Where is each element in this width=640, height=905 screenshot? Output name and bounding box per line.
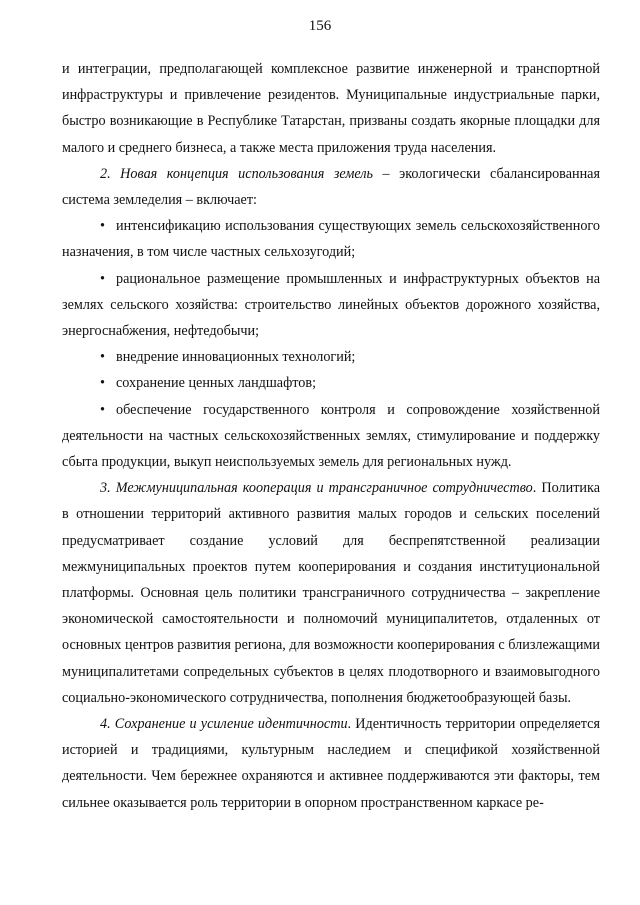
- bullet-text: обеспечение государственного контроля и сопровождение хозяйственной деятельности на частных сельскохозяйственных землях, стимулирование и поддержку сбыта продукции, выкуп неиспользуемых земель для региональных нужд.: [62, 401, 600, 471]
- bullet-text: рациональное размещение промышленных и инфраструктурных объектов на землях сельского хозяйства: строительство линейных объектов дорожного хозяйства, энергоснабжения, нефтедобычи;: [62, 270, 600, 340]
- paragraph-text: . Политика в отношении территорий активного развития малых городов и сельских поселений предусматривает создание условий для беспрепятственной реализации межмуниципальных проектов путем кооперирования и создания институциональной платформы. Основная цель политики трансграничного сотрудничества – закрепление экономической самостоятельности и полномочий муниципалитетов, отдаленных от основных центров развития региона, для возможности кооперирования с близлежащими муниципалитетами сопредельных субъектов в целях плодотворного и взаимовыгодного социально-экономического сотрудничества, пополнения бюджетообразующей базы.: [62, 480, 600, 706]
- bullet-icon: •: [100, 218, 105, 235]
- bullet-item: [62, 370, 600, 396]
- section-heading: 4. Сохранение и усиление идентичности: [100, 716, 348, 733]
- bullet-text: внедрение инновационных технологий;: [116, 349, 356, 366]
- body-paragraph: и интеграции, предполагающей комплексное развитие инженерной и транспортной инфраструктуры и привлечение резидентов. Муниципальные индустриальные парки, быстро возникающие в Республике Татарстан, призваны создать якорные площадки для малого и среднего бизнеса, а также места приложения труда населения.: [62, 61, 600, 156]
- bullet-item: [62, 213, 600, 265]
- section-heading: 3. Межмуниципальная кооперация и трансграничное сотрудничество: [100, 480, 533, 497]
- section-paragraph: [62, 475, 600, 711]
- bullet-icon: •: [100, 349, 105, 366]
- bullet-text: интенсификацию использования существующих земель сельскохозяйственного назначения, в том числе частных сельхозугодий;: [62, 218, 600, 261]
- paragraph-text: – экологически сбалансированная система земледелия – включает:: [62, 165, 600, 209]
- bullet-icon: •: [100, 375, 105, 392]
- bullet-icon: •: [100, 270, 105, 287]
- section-paragraph: [62, 711, 600, 816]
- section-paragraph: [62, 161, 600, 213]
- bullet-text: сохранение ценных ландшафтов;: [116, 375, 317, 392]
- page-number: 156: [308, 18, 332, 34]
- bullet-item: [62, 266, 600, 345]
- bullet-item: [62, 397, 600, 476]
- bullet-icon: •: [100, 401, 105, 418]
- paragraph-text: . Идентичность территории определяется историей и традициями, культурным наследием и спецификой хозяйственной деятельности. Чем бережнее охраняются и активнее поддерживаются эти факторы, тем сильнее оказывается роль территории в опорном пространственном каркасе ре-: [62, 716, 600, 811]
- page-content: [62, 56, 600, 816]
- section-heading: 2. Новая концепция использования земель: [100, 165, 374, 182]
- bullet-item: [62, 344, 600, 370]
